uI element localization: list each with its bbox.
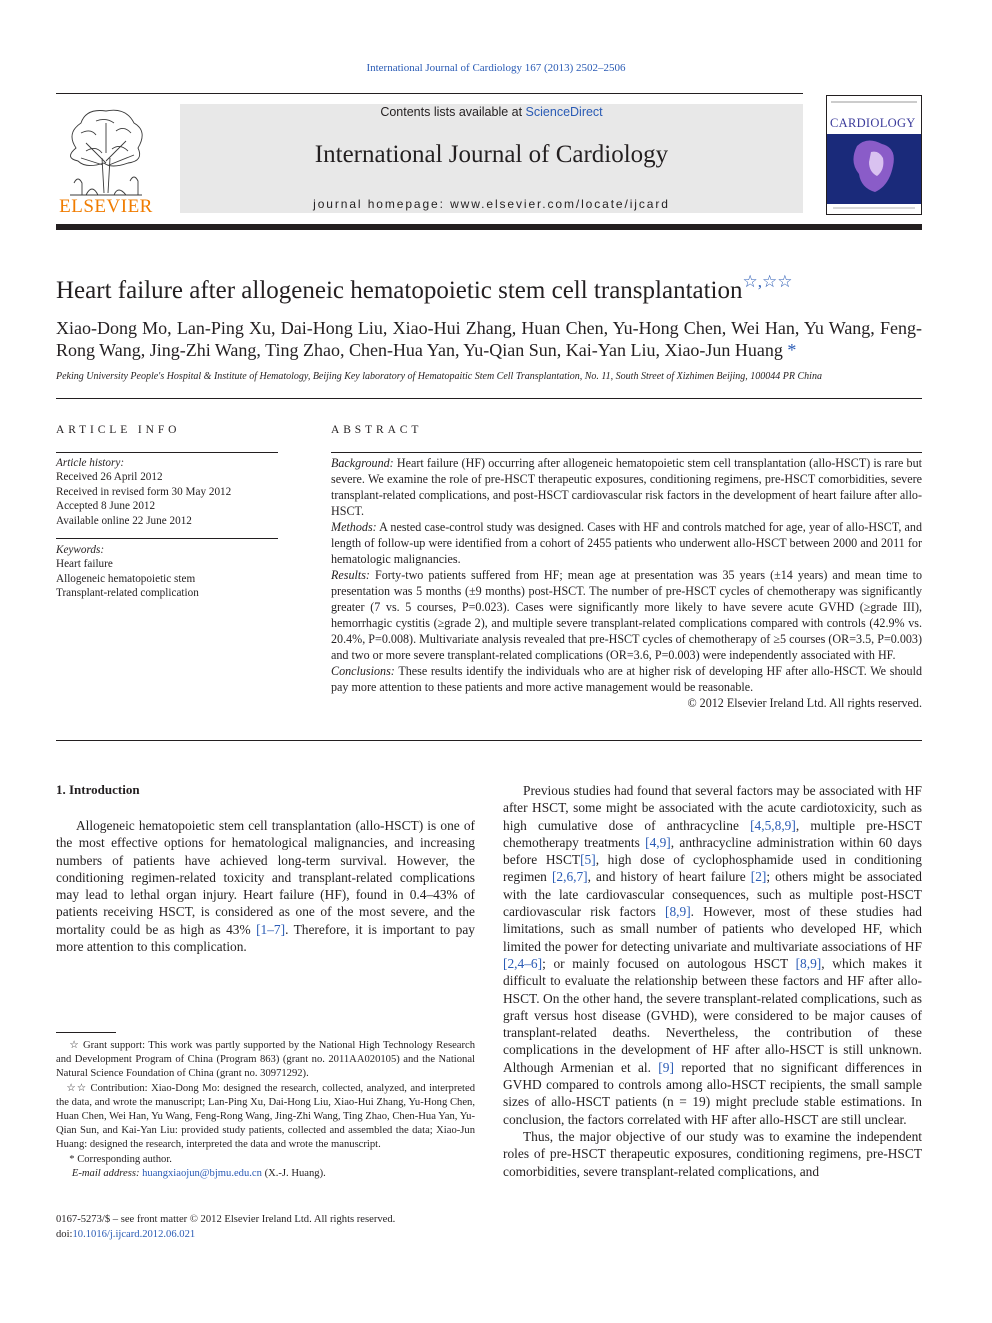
doi-link[interactable]: 10.1016/j.ijcard.2012.06.021 [72,1228,196,1240]
citation-link[interactable]: [4,9] [645,834,671,850]
methods-text: A nested case-control study was designed. Cases with HF and controls matched for age, year of allo-HSCT, and length of follow-up were identified from a cohort of 2455 patients who underwent allo-HSCT between 2000 and 2011 for hematologic malignancies. [331,520,922,566]
contents-line [180,105,803,119]
background-label: Background: [331,456,394,470]
history-received: Received 26 April 2012 [56,471,163,484]
author-list [56,317,922,361]
history-revised: Received in revised form 30 May 2012 [56,485,232,498]
citation-link[interactable]: [2] [750,869,767,885]
keyword-item: Allogeneic hematopoietic stem [56,572,196,585]
keywords-label: Keywords: [56,544,105,556]
cover-art [827,96,921,214]
elsevier-wordmark: ELSEVIER [59,196,153,217]
citation-link[interactable]: [2,6,7] [551,869,588,885]
doi-line: doi:10.1016/j.ijcard.2012.06.021 [56,1228,196,1240]
right-column [503,782,922,1180]
body-paragraph: Thus, the major objective of our study was to examine the independent roles of pre-HSCT therapeutic exposures, conditioning regimens, pre-HSCT comorbidities, severe transplant-related complications, and [503,1128,922,1179]
history-accepted: Accepted 8 June 2012 [56,500,156,513]
keyword-item: Transplant-related complication [56,587,199,600]
keywords [56,543,278,601]
conclusions-text: These results identify the individuals who are at higher risk of developing HF after allo-HSCT. We should pay more attention to these patients and more active management would be reasonable. [331,664,922,694]
front-matter [56,1213,475,1242]
footnotes [56,1039,475,1181]
cover-title: CARDIOLOGY [830,116,916,130]
abstract-bottom-rule [56,740,922,741]
citation-link[interactable]: [5] [580,852,596,868]
keyword-item: Heart failure [56,558,113,571]
article-info-rule [56,452,278,453]
results-text: Forty-two patients suffered from HF; mean age at presentation was 35 years (±14 years) and mean time to presentation was 5 months (±9 months) post-HSCT. The number of pre-HSCT cycles of chemotherapy was significantly greater (7 vs. 5 courses, P=0.023). Cases were significantly more likely to have severe acute GVHD (≥grade III), hemorrhagic cystitis (≥grade 2), and multiple severe transplant-related complications compared with controls (42.9% vs. 20.4%, P=0.008). Multivariate analysis revealed that pre-HSCT cycles of chemotherapy of ≥5 courses (OR=3.5, P=0.003) and two or more severe transplant-related complications (OR=3.6, P=0.003) were independently associated with HF. [331,568,922,662]
citation-link[interactable]: [4,5,8,9] [750,817,796,833]
footnote-grant: ☆ Grant support: This work was partly supported by the National High Technology Research and Development Program of China (Program 863) (grant no. 2011AA020105) and the National Natural Science Foundation of China (grant no. 30971292). [56,1040,476,1080]
abstract-conclusions [331,663,922,695]
author-names: Xiao-Dong Mo, Lan-Ping Xu, Dai-Hong Liu, Xiao-Hui Zhang, Huan Chen, Yu-Hong Chen, Wei Han, Yu Wang, Feng-Rong Wang, Jing-Zhi Wang, Ting Zhao, Chen-Hua Yan, Yu-Qian Sun, Kai-Yan Liu, Xiao-Jun Huang [56,318,922,360]
journal-homepage[interactable]: journal homepage: www.elsevier.com/locate/ijcard [313,197,670,211]
contents-prefix: Contents lists available at [380,105,526,119]
abstract-body [331,455,922,711]
methods-label: Methods: [331,520,377,534]
abstract-heading: ABSTRACT [331,424,423,436]
article-title-text: Heart failure after allogeneic hematopoietic stem cell transplantation [56,277,743,304]
email-link[interactable]: huangxiaojun@bjmu.edu.cn [142,1167,262,1179]
background-text: Heart failure (HF) occurring after allogeneic hematopoietic stem cell transplantation (allo-HSCT) is rare but severe. We examine the role of pre-HSCT therapeutic exposures, conditioning regimens, pre-HSCT comorbidities, severe transplant-related complications, and post-HSCT cardiovascular risk factors in the development of heart failure after allo-HSCT. [331,456,922,518]
citation-link[interactable]: [1–7] [256,921,286,937]
article-info-heading: ARTICLE INFO [56,424,181,436]
corresponding-author-mark[interactable]: * [787,340,797,360]
results-label: Results: [331,568,370,582]
history-online: Available online 22 June 2012 [56,514,192,527]
journal-title: International Journal of Cardiology [314,141,669,168]
footnote-email: E-mail address: huangxiaojun@bjmu.edu.cn (X.-J. Huang). [71,1167,326,1179]
affiliation-rule [56,398,922,399]
citation-link[interactable]: [8,9] [665,904,691,920]
abstract-methods [331,519,922,567]
header-bottom-rule [56,224,922,230]
affiliation: Peking University People's Hospital & Institute of Hematology, Beijing Key laboratory of Hematopaitic Stem Cell Transplantation, No. 11, South Street of Xizhimen Beijing, 100044 PR China [56,371,822,382]
citation-link[interactable]: [2,4–6] [503,955,543,971]
title-footnote-marks[interactable]: ☆,☆☆ [742,272,793,291]
section-heading-introduction: 1. Introduction [56,782,140,797]
abstract-rule [331,452,922,453]
body-paragraph: Previous studies had found that several factors may be associated with HF after HSCT, some might be associated with the acute cardiotoxicity, such as high cumulative dose of anthracycline [4,5,8,9], multiple pre-HSCT chemotherapy treatments [4,9], anthracycline administration within 60 days before HSCT[5], high dose of cyclophosphamide used in conditioning regimen [2,6,7], and history of heart failure [2]; others might be associated with the late cardiovascular consequences, such as multiple post-HSCT cardiovascular risk factors [8,9]. However, most of these studies had limitations, such as small number of patients who developed HF, which limited the power for detecting univariate and multivariate associations of HF [2,4–6]; or mainly focused on autologous HSCT [8,9], which makes it difficult to evaluate the relationship between these factors and HF after allo-HSCT. On the other hand, the severe transplant-related complications, such as graft versus host disease (GVHD), were considered to be major causes of transplant-related deaths. Nevertheless, the contribution of these complications in the development of HF after allo-HSCT is still unknown. Although Armenian et al. [9] reported that no significant differences in GVHD compared to controls among allo-HSCT recipients, the small sample sizes of allo-HSCT patients (n = 19) might preclude stable estimations. In conclusion, the factors correlated with HF after allo-HSCT are still unclear. [503,783,922,1127]
sciencedirect-link[interactable]: ScienceDirect [525,105,603,119]
article-history [56,456,278,528]
journal-citation[interactable]: International Journal of Cardiology 167 (2013) 2502–2506 [366,62,626,74]
history-label: Article history: [56,457,125,469]
footnote-contribution: ☆☆ Contribution: Xiao-Dong Mo: designed the research, collected, analyzed, and interpreted the data, and wrote the manuscript; Lan-Ping Xu, Dai-Hong Liu, Xiao-Hui Zhang, Yu-Hong Chen, Huan Chen, Wei Han, Yu Wang, Feng-Rong Wang, Jing-Zhi Wang, Ting Zhao, Chen-Hua Yan, Yu-Qian Sun, and Kai-Yan Liu: provided study patients, collected and assembled the data; Xiao-Jun Huang: designed the research, interpreted the data and wrote the manuscript. [56,1082,476,1151]
footnote-rule [56,1032,116,1033]
journal-cover-thumbnail[interactable] [826,95,922,215]
header-top-rule [56,93,803,94]
introduction-column [56,817,475,955]
conclusions-label: Conclusions: [331,664,395,678]
footnote-corresponding: * Corresponding author. [69,1153,172,1165]
keywords-rule [56,538,278,539]
issn-line: 0167-5273/$ – see front matter © 2012 Elsevier Ireland Ltd. All rights reserved. [56,1214,396,1225]
intro-paragraph: Allogeneic hematopoietic stem cell transplantation (allo-HSCT) is one of the most effective options for hematological malignancies, and increasing numbers of patients have achieved long-term survival. However, the conditioning regimen-related toxicity and transplant-related complications may lead to lethal organ injury. Heart failure (HF), found in 0.4–43% of patients receiving HSCT, is considered as one of the most severe, and the mortality could be as high as 43% [1–7]. Therefore, it is important to pay more attention to this complication. [56,818,475,955]
article-title [56,272,792,305]
abstract-background [331,455,922,519]
citation-link[interactable]: [8,9] [795,955,822,971]
copyright: © 2012 Elsevier Ireland Ltd. All rights reserved. [687,696,922,710]
abstract-results [331,567,922,663]
citation-link[interactable]: [9] [658,1059,674,1075]
